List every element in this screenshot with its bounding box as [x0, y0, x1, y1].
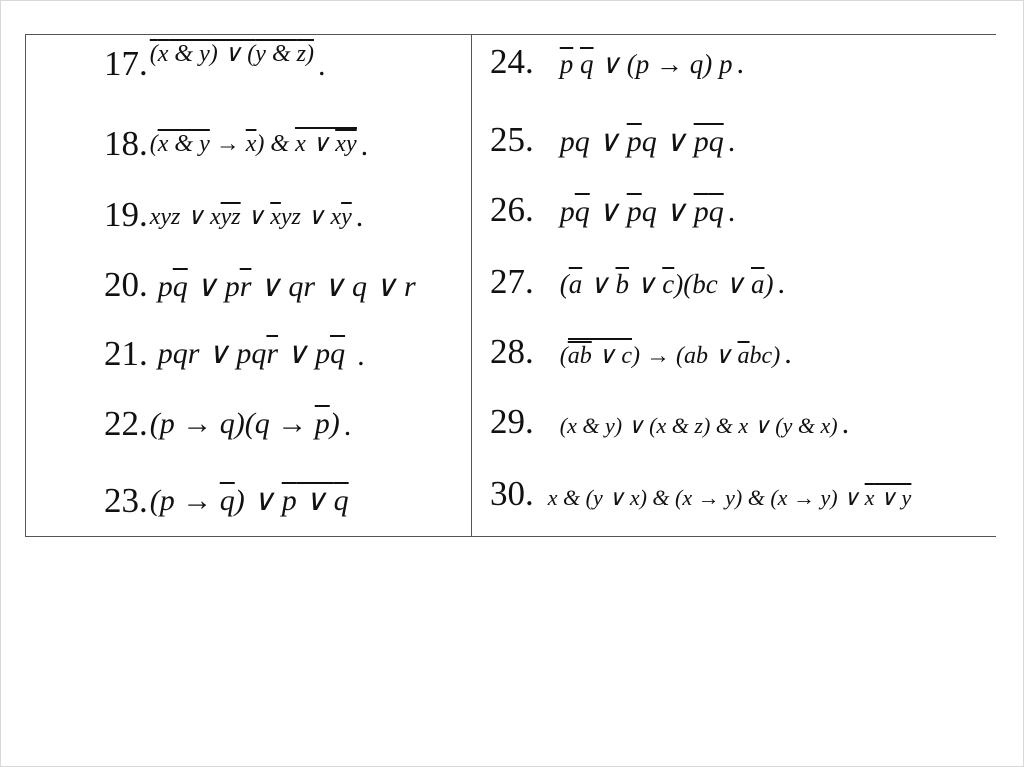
exercise-25 [490, 120, 735, 160]
exercise-number: 28. [490, 332, 534, 371]
exercise-number: 23. [104, 481, 148, 520]
period: . [357, 339, 365, 372]
exercise-18 [104, 124, 368, 164]
period: . [736, 47, 745, 80]
exercise-30 [490, 474, 911, 514]
exercise-number: 27. [490, 262, 534, 301]
formula-28: ( $\overline{ab}$ ∨ c) → (ab ∨ $\overline{a}bc$) [560, 341, 780, 370]
exercise-number: 25. [490, 120, 534, 159]
exercise-number: 20. [104, 265, 148, 304]
exercise-28 [490, 332, 792, 372]
period: . [343, 409, 352, 442]
exercise-17 [104, 41, 326, 84]
exercise-29 [490, 402, 849, 442]
exercise-19 [104, 195, 363, 235]
formula-26: $p\overline{q}$ ∨ $\overline{p}q$ ∨ $\overline{p}\overline{q}$ [559, 195, 724, 228]
exercise-22 [104, 404, 351, 444]
period: . [360, 129, 369, 162]
formula-27: ($\overline{a}$ ∨ $\overline{b}$ ∨ $\overline{c})(bc$ ∨ $\overline{a}$) [559, 269, 774, 299]
formula-30: x & (y ∨ x) & (x → y) & (x → y) ∨ x ∨ y [547, 485, 912, 510]
formula-22: $(p \to q)(q \to \overline{p})$ [149, 407, 340, 440]
period: . [841, 407, 850, 440]
formula-29: (x & y) ∨ (x & z) & x ∨ (y & x) [559, 413, 838, 438]
exercise-number: 26. [490, 190, 534, 229]
period: . [777, 267, 785, 300]
exercise-23 [104, 481, 349, 521]
exercise-number: 29. [490, 402, 534, 441]
column-divider [471, 34, 472, 536]
formula-19: xyz ∨ $x\overline{yz}$ ∨ $\overline{x}yz$ ∨ $x\overline{y}$ [149, 204, 352, 230]
formula-25: pq ∨ $\overline{p}q$ ∨ $\overline{pq}$ [559, 125, 724, 158]
formula-21: pqr ∨ $pq\overline{r}$ ∨ $p\overline{q}$ [157, 337, 346, 370]
exercise-24 [490, 42, 744, 82]
formula-23: $(p \to \overline{q})$ ∨ p ∨ q [149, 484, 349, 517]
exercise-number: 21. [104, 334, 148, 373]
exercise-number: 17. [104, 44, 148, 83]
exercise-21 [104, 334, 365, 374]
formula-20: $p\overline{q}$ ∨ $p\overline{r}$ ∨ qr ∨ q ∨ r [157, 270, 416, 303]
period: . [355, 200, 364, 233]
exercise-20 [104, 265, 416, 305]
formula-18: (x & $y \to \overline{x}$) & x ∨ xy [150, 129, 357, 158]
exercise-27 [490, 262, 785, 302]
exercise-number: 18. [104, 124, 148, 163]
exercise-number: 30. [490, 474, 534, 513]
formula-17: (x & y) ∨ (y & z) [149, 41, 314, 67]
period: . [784, 337, 792, 370]
exercise-number: 22. [104, 404, 148, 443]
period: . [317, 49, 326, 82]
exercise-number: 19. [104, 195, 148, 234]
formula-24: $\overline{p}$ $\overline{q}$ ∨ (p → q) p [559, 49, 733, 79]
period: . [727, 125, 736, 158]
period: . [727, 195, 736, 228]
exercise-number: 24. [490, 42, 534, 81]
exercise-26 [490, 190, 735, 230]
